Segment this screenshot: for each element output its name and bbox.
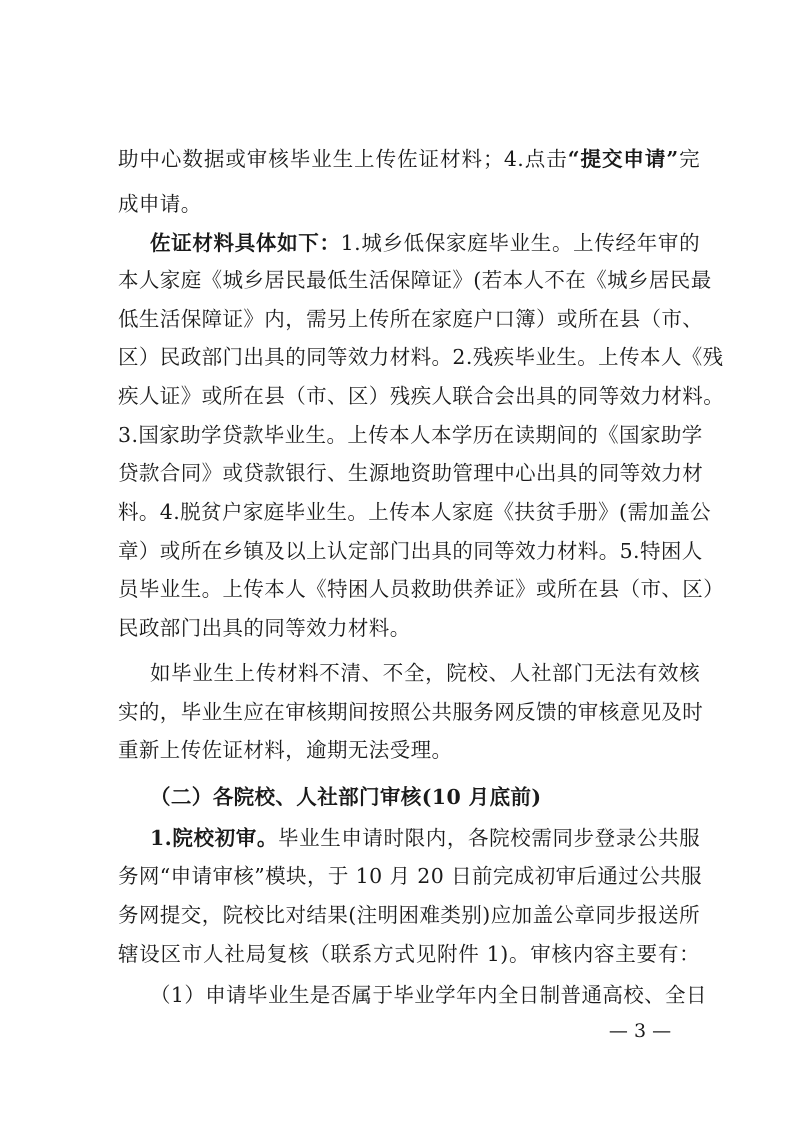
text-line xyxy=(118,458,704,488)
text-span: 章）或所在乡镇及以上认定部门出具的同等效力材料。5.特困人 xyxy=(118,539,703,563)
text-span: 3.国家助学贷款毕业生。上传本人本学历在读期间的《国家助学 xyxy=(118,423,703,447)
text-line xyxy=(118,381,725,411)
text-line xyxy=(118,574,725,604)
text-line xyxy=(118,861,700,891)
text-span: 料。4.脱贫户家庭毕业生。上传本人家庭《扶贫手册》(需加盖公 xyxy=(118,500,712,524)
text-line xyxy=(118,304,704,334)
paragraph-heading: 佐证材料具体如下： xyxy=(150,231,341,255)
text-line xyxy=(118,265,712,295)
text-line xyxy=(118,189,700,219)
text-span: 如毕业生上传材料不清、不全，院校、人社部门无法有效核 xyxy=(150,661,700,685)
text-line xyxy=(118,536,703,566)
text-span: 辖设区市人社局复核（联系方式见附件 1)。审核内容主要有： xyxy=(118,942,700,966)
text-span: （1）申请毕业生是否属于毕业学年内全日制普通高校、全日 xyxy=(150,983,707,1007)
text-span: 民政部门出具的同等效力材料。 xyxy=(118,616,411,640)
text-span: 疾人证》或所在县（市、区）残疾人联合会出具的同等效力材料。 xyxy=(118,384,725,408)
text-line xyxy=(118,420,703,450)
section-heading xyxy=(150,782,700,812)
text-span: 贷款合同》或贷款银行、生源地资助管理中心出具的同等效力材 xyxy=(118,461,704,485)
text-span: 员毕业生。上传本人《特困人员救助供养证》或所在县（市、区） xyxy=(118,577,725,601)
text-span: 毕业生申请时限内，各院校需同步登录公共服 xyxy=(277,826,701,850)
text-span: 务网提交，院校比对结果(注明困难类别)应加盖公章同步报送所 xyxy=(118,903,700,927)
text-span: 成申请。 xyxy=(118,192,202,216)
text-span: 低生活保障证》内，需另上传所在家庭户口簿）或所在县（市、 xyxy=(118,307,704,331)
text-span: 本人家庭《城乡居民最低生活保障证》(若本人不在《城乡居民最 xyxy=(118,268,712,292)
text-line xyxy=(118,342,724,372)
text-span: 重新上传佐证材料，逾期无法受理。 xyxy=(118,738,453,762)
text-line xyxy=(118,497,712,527)
text-line xyxy=(118,613,700,643)
subsection-heading: 1.院校初审。 xyxy=(150,826,278,850)
emphasis-text: “提交申请” xyxy=(567,147,679,171)
text-span: 实的，毕业生应在审核期间按照公共服务网反馈的审核意见及时 xyxy=(118,700,704,724)
text-line xyxy=(118,900,700,930)
text-span: 助中心数据或审核毕业生上传佐证材料；4.点击 xyxy=(118,147,568,171)
paragraph-start xyxy=(150,658,700,688)
text-line xyxy=(118,735,700,765)
section-heading-text: （二）各院校、人社部门审核(10 月底前) xyxy=(150,785,542,809)
text-span: 务网“申请审核”模块，于 10 月 20 日前完成初审后通过公共服 xyxy=(118,864,702,888)
text-span: 完 xyxy=(678,147,701,171)
text-line xyxy=(118,144,700,174)
page-number: — 3 — xyxy=(608,1020,672,1042)
text-line xyxy=(118,697,704,727)
text-span: 区）民政部门出具的同等效力材料。2.残疾毕业生。上传本人《残 xyxy=(118,345,724,369)
paragraph-start xyxy=(150,823,700,853)
paragraph-start xyxy=(150,228,700,258)
text-line xyxy=(118,939,700,969)
paragraph-start xyxy=(150,980,707,1010)
text-span: 1.城乡低保家庭毕业生。上传经年审的 xyxy=(340,231,700,255)
